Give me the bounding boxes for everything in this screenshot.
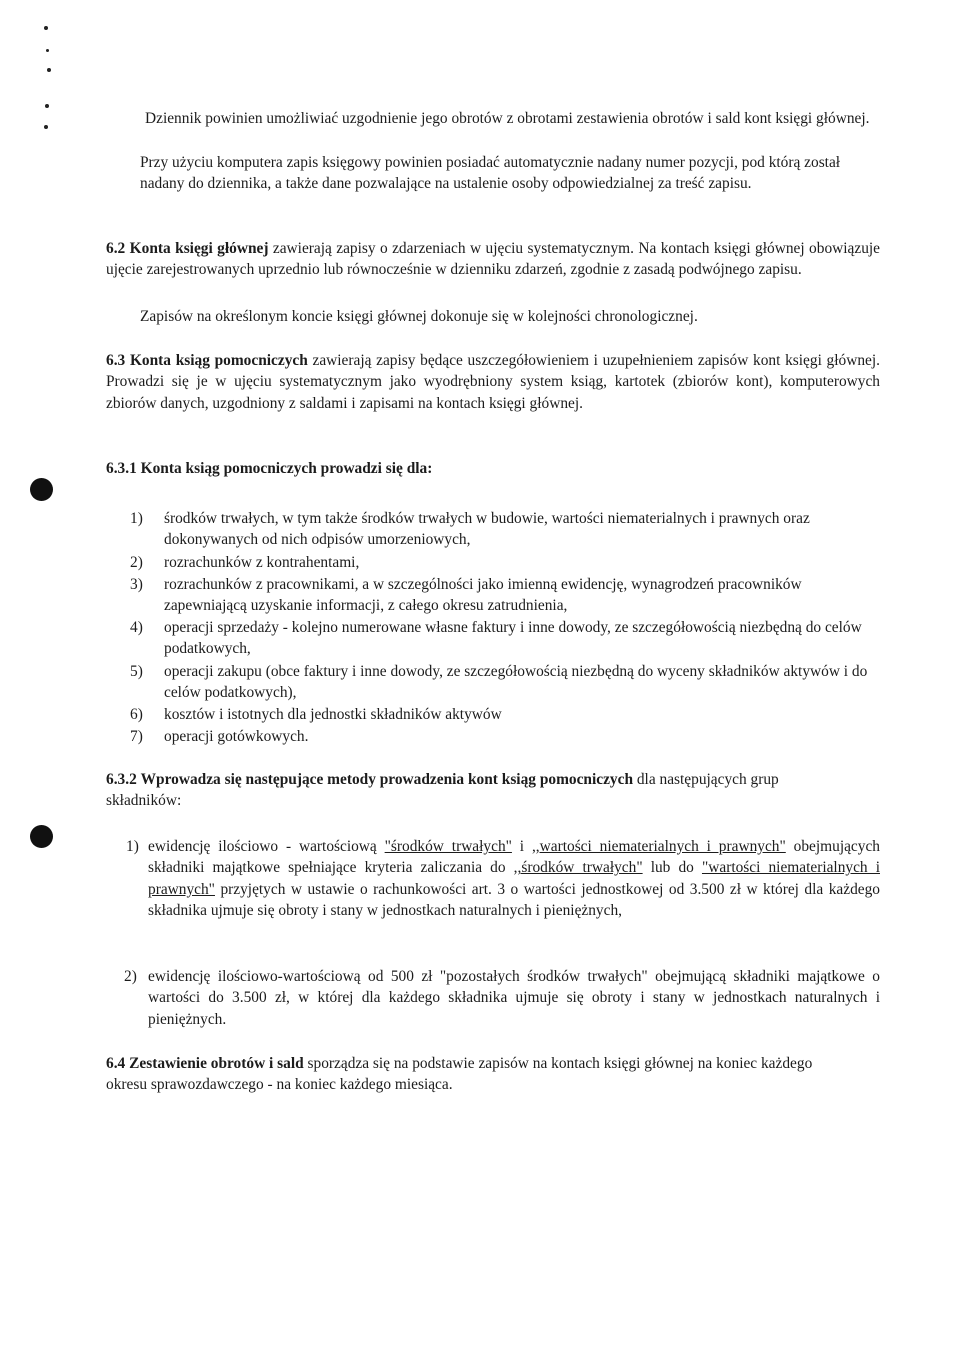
section-6-3 <box>106 350 880 414</box>
method-item-2-number: 2) <box>124 968 137 985</box>
method-item-1-number: 1) <box>126 838 139 855</box>
list-item-text: środków trwałych, w tym także środków trwałych w budowie, wartości niematerialnych i prawnych oraz dokonywanych od nich odpisów umorzeniowych, <box>164 510 810 549</box>
section-6-2-heading: Konta księgi głównej <box>129 240 269 257</box>
binder-hole-bottom <box>30 825 53 848</box>
section-6-2 <box>106 238 880 281</box>
list-item-text: kosztów i istotnych dla jednostki składników aktywów <box>164 706 502 723</box>
section-6-3-1 <box>106 458 880 479</box>
list-item-text: rozrachunków z pracownikami, a w szczególności jako imienną ewidencję, wynagrodzeń pracowników zapewniającą uzyskanie informacji, z całego okresu zatrudnienia, <box>164 576 802 615</box>
method-item-1-text <box>148 836 880 922</box>
list-item-text: operacji sprzedaży - kolejno numerowane własne faktury i inne dowody, ze szczegółowością niezbędną do celów podatkowych, <box>164 619 862 658</box>
list-item-text: operacji zakupu (obce faktury i inne dowody, ze szczegółowością niezbędną do wyceny składników aktywów i do celów podatkowych), <box>164 663 868 702</box>
section-6-3-2-number: 6.3.2 <box>106 771 137 788</box>
section-6-3-number: 6.3 <box>106 352 126 369</box>
section-6-3-2-heading: Wprowadza się następujące metody prowadzenia kont ksiąg pomocniczych <box>140 771 634 788</box>
method-text-part: lub do <box>642 859 702 877</box>
list-item-text: operacji gotówkowych. <box>164 728 309 745</box>
list-item-number: 6) <box>130 706 143 723</box>
list-item-number: 7) <box>130 728 143 745</box>
section-6-3-1-heading: Konta ksiąg pomocniczych prowadzi się dla: <box>140 460 433 477</box>
section-6-2-number: 6.2 <box>106 240 126 257</box>
method-text-part: ewidencję ilościowo - wartościową <box>148 838 385 855</box>
section-6-3-2-tail: dla następujących grup składników: <box>106 771 779 810</box>
list-item-text: rozrachunków z kontrahentami, <box>164 554 360 571</box>
intro-paragraph-1: Dziennik powinien umożliwiać uzgodnienie jego obrotów z obrotami zestawienia obrotów i sald kont księgi głównej. <box>145 110 870 127</box>
binder-hole-top <box>30 478 53 501</box>
intro-paragraph-2: Przy użyciu komputera zapis księgowy powinien posiadać automatycznie nadany numer pozycji, pod którą został nadany do dziennika, a także dane pozwalające na ustalenie osoby odpowiedzialnej za treść zapisu. <box>140 154 841 193</box>
section-6-4 <box>106 1053 826 1096</box>
method-underlined-term: ,,środków trwałych" <box>513 859 643 877</box>
section-6-4-heading: Zestawienie obrotów i sald <box>129 1055 304 1072</box>
section-6-3-heading: Konta ksiąg pomocniczych <box>129 352 308 369</box>
section-6-4-text: sporządza się na podstawie zapisów na kontach księgi głównej na koniec każdego okresu sprawozdawczego - na koniec każdego miesiąca. <box>106 1055 813 1094</box>
list-item-number: 2) <box>130 554 143 571</box>
method-underlined-term: "środków trwałych" <box>384 838 512 855</box>
section-6-3-2 <box>106 769 806 812</box>
section-6-4-number: 6.4 <box>106 1055 126 1072</box>
method-underlined-term: "wartości niematerialnych i prawnych" <box>148 859 880 898</box>
section-6-2-text: zawierają zapisy o zdarzeniach w ujęciu systematycznym. Na kontach księgi głównej obowiązuje ujęcie zarejestrowanych uprzednio lub równocześnie w dzienniku zdarzeń, zgodnie z zasadą podwójnego zapisu. <box>106 240 880 279</box>
scan-speck <box>46 49 49 52</box>
scan-speck <box>44 26 48 30</box>
method-underlined-term: ,,wartości niematerialnych i prawnych" <box>531 838 786 855</box>
scan-speck <box>45 104 49 108</box>
section-6-3-text: zawierają zapisy będące uszczegółowieniem i uzupełnieniem zapisów kont księgi głównej. Prowadzi się je w ujęciu systematycznym jako wyodrębniony system ksiąg, kartotek (zbiorów kont), komputerowych zbiorów danych, uzgodniony z saldami i zapisami na kontach księgi głównej. <box>106 352 880 412</box>
section-6-2-text-2: Zapisów na określonym koncie księgi głównej dokonuje się w kolejności chronologicznej. <box>140 308 698 325</box>
section-6-3-1-number: 6.3.1 <box>106 460 137 477</box>
list-item-number: 4) <box>130 619 143 636</box>
scan-speck <box>47 68 51 72</box>
method-item-2-text: ewidencję ilościowo-wartościową od 500 zł "pozostałych środków trwałych" obejmującą składniki majątkowe o wartości do 3.500 zł, w której dla każdego składnika ujmuje się obroty i stany w jednostkach naturalnych i pieniężnych. <box>148 968 880 1028</box>
method-text-part: obejmujących składniki majątkowe spełniające kryteria zaliczania do <box>148 838 880 877</box>
list-item-number: 3) <box>130 576 143 593</box>
list-item-number: 5) <box>130 663 143 680</box>
list-item-number: 1) <box>130 510 143 527</box>
method-text-part: przyjętych w ustawie o rachunkowości art. 3 o wartości jednostkowej od 3.500 zł w której dla każdego składnika ujmuje się obroty i stany w jednostkach naturalnych i pieniężnych, <box>148 880 880 920</box>
method-text-part: i <box>511 838 532 855</box>
scan-speck <box>44 125 48 129</box>
